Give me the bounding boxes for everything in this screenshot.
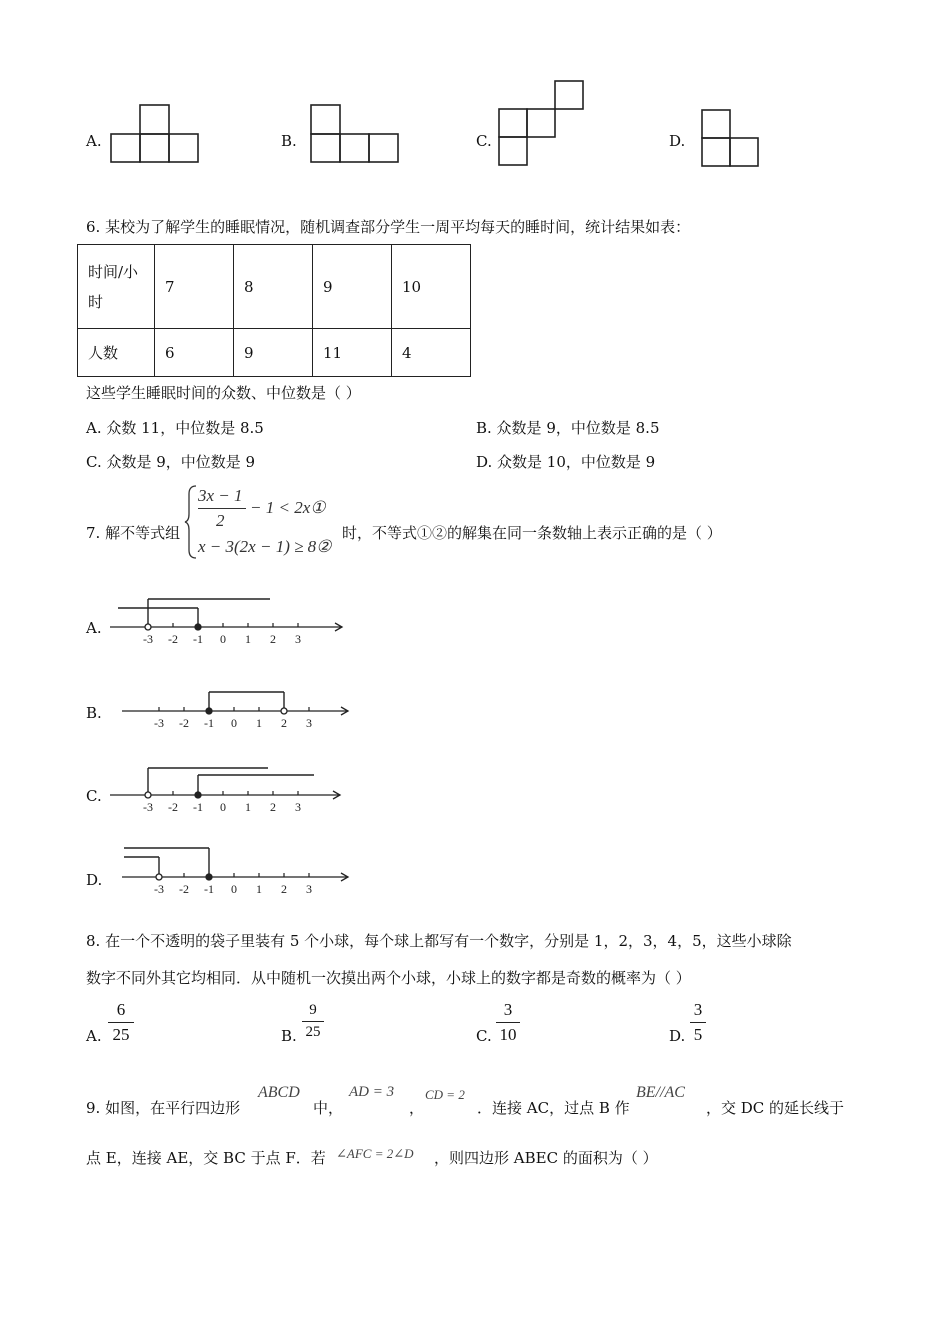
tick-label: 0 <box>220 800 226 814</box>
q5-option-c-label: C. <box>476 132 492 150</box>
q6-cell: 9 <box>313 245 392 329</box>
q7-brace <box>184 484 198 560</box>
closed-point <box>195 624 201 630</box>
tick-label: 1 <box>245 632 251 646</box>
tick-label: 2 <box>281 882 287 896</box>
tick-label: 3 <box>306 882 312 896</box>
q7-numberline-c <box>100 758 350 818</box>
q9-math-ad: AD = 3 <box>349 1084 395 1100</box>
q7-eq1-rest: − 1 < 2x① <box>250 498 326 517</box>
tick-label: -3 <box>143 632 153 646</box>
tick-label: -1 <box>193 800 203 814</box>
q9-text-7: ，则四边形 ABEC 的面积为（ ） <box>434 1149 658 1167</box>
q9-text-3: ， <box>409 1099 425 1117</box>
q6-option-c: C. 众数是 9，中位数是 9 <box>86 453 256 471</box>
q6-header-time: 时间/小 时 <box>78 245 155 329</box>
q9-text-6: 点 E，连接 AE，交 BC 于点 F．若 <box>86 1149 326 1167</box>
q7-eq1-den: 2 <box>216 511 225 530</box>
tick-label: 2 <box>270 632 276 646</box>
tick-label: -3 <box>143 800 153 814</box>
q8-option-d-label: D. <box>669 1027 686 1045</box>
tick-label: -1 <box>204 716 214 730</box>
q7-eq2: x − 3(2x − 1) ≥ 8② <box>198 537 332 556</box>
tick-label: -3 <box>154 716 164 730</box>
tick-label: 3 <box>295 800 301 814</box>
q7-numberline-d <box>110 840 360 900</box>
tick-label: -2 <box>168 800 178 814</box>
open-point <box>145 792 151 798</box>
q9-text-4: ．连接 AC，过点 B 作 <box>477 1099 630 1117</box>
q9-text-1: 9. 如图，在平行四边形 <box>86 1099 241 1117</box>
open-point <box>156 874 162 880</box>
q7-numberline-a <box>100 590 350 650</box>
tick-label: -2 <box>179 882 189 896</box>
tick-label: -2 <box>179 716 189 730</box>
q7-option-c-label: C. <box>86 787 102 805</box>
q6-option-b: B. 众数是 9，中位数是 8.5 <box>476 419 660 437</box>
closed-point <box>206 874 212 880</box>
q6-cell: 11 <box>313 329 392 377</box>
tick-label: -3 <box>154 882 164 896</box>
q7-suffix: 时，不等式①②的解集在同一条数轴上表示正确的是（ ） <box>342 524 722 542</box>
q9-text-5: ，交 DC 的延长线于 <box>706 1099 845 1117</box>
q6-table <box>77 244 471 377</box>
q8-option-c-fraction: 3 10 <box>496 1000 520 1045</box>
tick-label: 3 <box>295 632 301 646</box>
q7-option-a-label: A. <box>86 619 102 637</box>
q8-line1: 8. 在一个不透明的袋子里装有 5 个小球，每个球上都写有一个数字，分别是 1，2，3，4，5，这些小球除 <box>86 932 792 950</box>
q8-option-c-label: C. <box>476 1027 492 1045</box>
q6-cell: 10 <box>392 245 471 329</box>
q8-option-d-fraction: 3 5 <box>690 1000 706 1045</box>
q9-math-be-ac: BE//AC <box>636 1084 685 1101</box>
q9-math-cd: CD = 2 <box>425 1087 465 1102</box>
q6-cell: 9 <box>234 329 313 377</box>
q8-line2: 数字不同外其它均相同．从中随机一次摸出两个小球，小球上的数字都是奇数的概率为（ ） <box>86 969 691 987</box>
q8-option-a-fraction: 6 25 <box>108 1000 134 1045</box>
tick-label: 3 <box>306 716 312 730</box>
q5-net-b <box>310 104 402 164</box>
q9-text-2: 中， <box>313 1099 344 1117</box>
q7-eq1-fraction-bar <box>198 508 246 509</box>
q5-net-d <box>700 108 762 170</box>
q5-option-a-label: A. <box>86 132 102 150</box>
q7-numberline-b <box>110 674 360 734</box>
tick-label: 2 <box>281 716 287 730</box>
q6-cell: 4 <box>392 329 471 377</box>
table-row <box>78 329 471 377</box>
q8-option-b-fraction: 9 25 <box>302 1002 324 1041</box>
q9-math-abcd: ABCD <box>258 1084 300 1101</box>
closed-point <box>195 792 201 798</box>
tick-label: 1 <box>256 716 262 730</box>
tick-label: -1 <box>193 632 203 646</box>
q6-cell: 7 <box>155 245 234 329</box>
q7-prefix: 7. 解不等式组 <box>86 524 181 542</box>
q6-cell: 6 <box>155 329 234 377</box>
q5-net-c <box>497 80 589 170</box>
q5-net-a <box>110 104 202 164</box>
tick-label: 2 <box>270 800 276 814</box>
open-point <box>281 708 287 714</box>
q7-eq1-num: 3x − 1 <box>198 486 243 505</box>
q5-option-b-label: B. <box>281 132 297 150</box>
q6-option-d: D. 众数是 10，中位数是 9 <box>476 453 656 471</box>
q7-option-b-label: B. <box>86 704 102 722</box>
q6-question: 这些学生睡眠时间的众数、中位数是（ ） <box>86 384 361 402</box>
q6-stem: 6. 某校为了解学生的睡眠情况，随机调查部分学生一周平均每天的睡时间，统计结果如表： <box>86 218 691 236</box>
tick-label: 0 <box>220 632 226 646</box>
tick-label: -1 <box>204 882 214 896</box>
q8-option-b-label: B. <box>281 1027 297 1045</box>
q6-cell: 8 <box>234 245 313 329</box>
q6-header-count: 人数 <box>78 329 155 377</box>
table-row <box>78 245 471 329</box>
tick-label: -2 <box>168 632 178 646</box>
closed-point <box>206 708 212 714</box>
tick-label: 0 <box>231 882 237 896</box>
q8-option-a-label: A. <box>86 1027 102 1045</box>
tick-label: 0 <box>231 716 237 730</box>
open-point <box>145 624 151 630</box>
q9-math-angle: ∠AFC = 2∠D <box>336 1146 414 1161</box>
tick-label: 1 <box>256 882 262 896</box>
q7-option-d-label: D. <box>86 871 103 889</box>
q6-option-a: A. 众数 11，中位数是 8.5 <box>86 419 264 437</box>
tick-label: 1 <box>245 800 251 814</box>
q5-option-d-label: D. <box>669 132 686 150</box>
